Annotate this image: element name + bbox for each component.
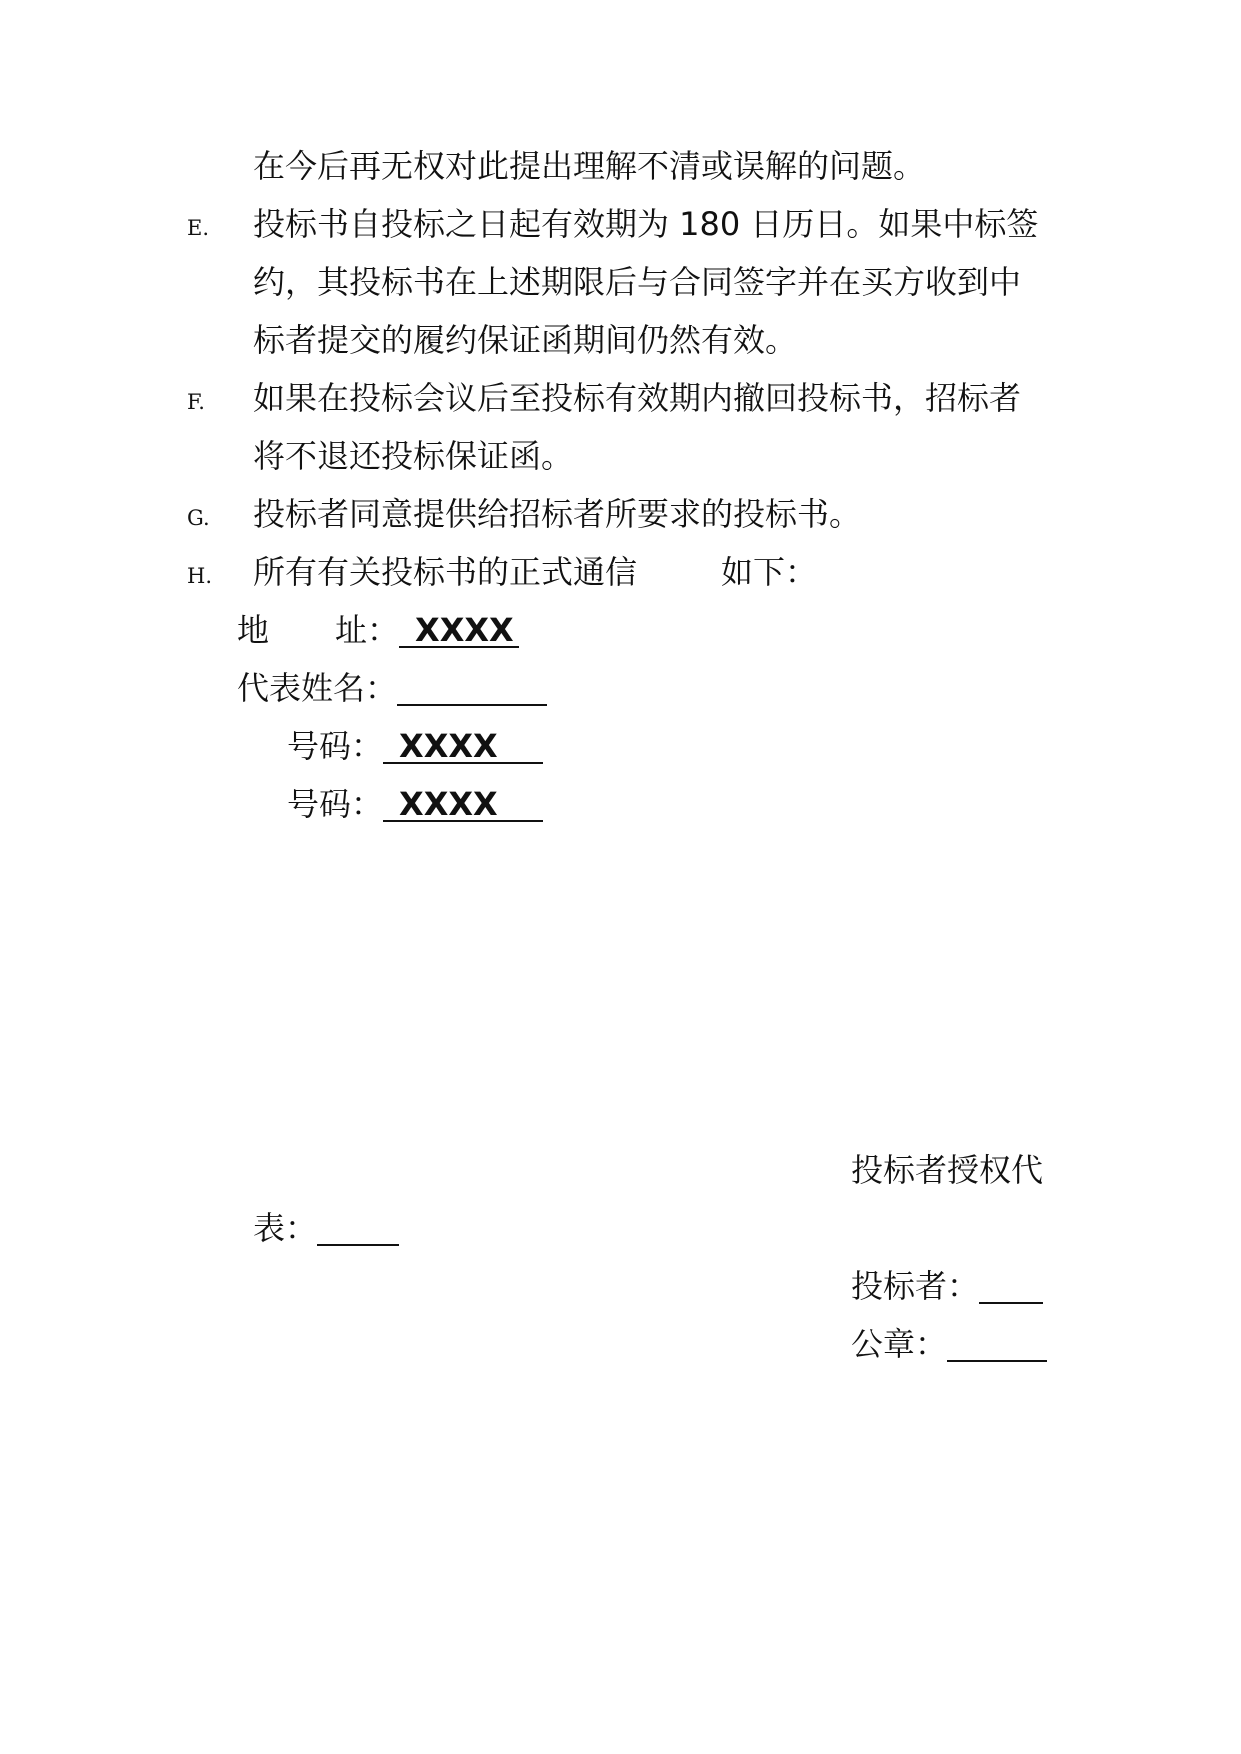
item-h-text-b: 如下： [721,553,818,591]
bidder-blank [979,1266,1043,1304]
item-e-marker: E. [187,216,210,240]
phone-value: XXXX [383,726,543,764]
authorized-rep-label-b: 表： [253,1209,318,1247]
phone-row [287,726,543,766]
item-f-line-2: 将不退还投标保证函。 [253,437,574,475]
item-e-line-3: 标者提交的履约保证函期间仍然有效。 [253,321,798,359]
address-value: XXXX [399,610,519,648]
fax-label: 号码： [287,785,384,823]
bidder-label: 投标者： [851,1267,980,1305]
seal-label: 公章： [851,1325,948,1363]
fax-value: XXXX [383,784,543,822]
item-g-marker: G. [187,506,210,530]
item-e-line-2: 约，其投标书在上述期限后与合同签字并在买方收到中 [253,263,1022,301]
seal-row [851,1324,1047,1364]
item-h-text-a: 所有有关投标书的正式通信 [253,553,638,591]
address-row [237,610,519,650]
item-f-marker: F. [187,390,205,414]
phone-label: 号码： [287,727,384,765]
item-f-line-1: 如果在投标会议后至投标有效期内撤回投标书，招标者 [253,379,1022,417]
address-label-2: 址： [335,611,400,649]
rep-name-blank [397,668,547,706]
authorized-rep-blank [317,1208,399,1246]
authorized-rep-row [253,1208,399,1248]
rep-name-label: 代表姓名： [237,669,398,707]
item-g-line-1: 投标者同意提供给招标者所要求的投标书。 [253,495,862,533]
fax-row [287,784,543,824]
bidder-row [851,1266,1043,1306]
item-h-marker: H. [187,564,212,588]
rep-name-row [237,668,547,708]
authorized-rep-label: 投标者授权代 [851,1151,1044,1189]
seal-blank [947,1324,1047,1362]
item-e-line-1: 投标书自投标之日起有效期为 180 日历日。如果中标签 [253,205,1039,243]
address-label-1: 地 [237,611,270,649]
item-h-line [253,552,817,592]
item-d-continuation: 在今后再无权对此提出理解不清或误解的问题。 [253,147,926,185]
